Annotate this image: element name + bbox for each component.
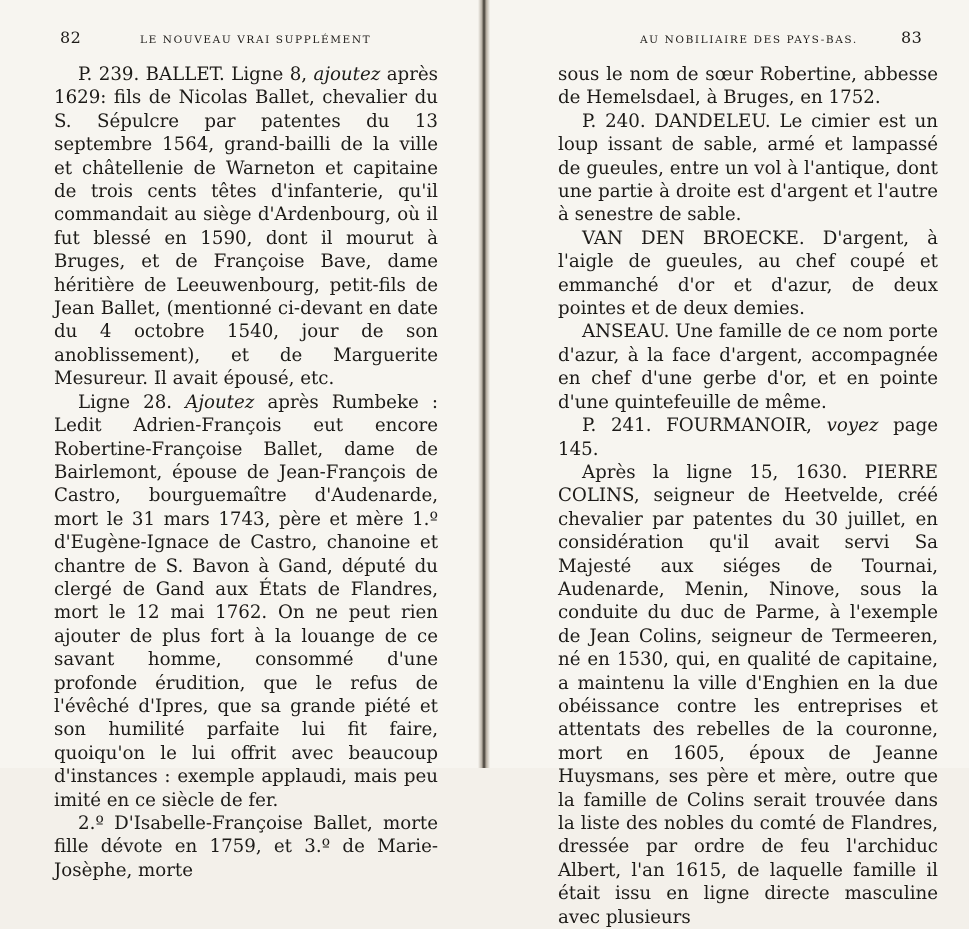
italic-term: Ajoutez bbox=[185, 391, 255, 413]
paragraph: Après la ligne 15, 1630. PIERRE COLINS, seigneur de Heetvelde, créé chevalier par patentes du 30 juillet, en considération qu'il avait servi Sa Majesté aux siéges de Tournai, Audenarde, Menin, Ninove, sous la conduite du duc de Parme, à l'exemple de Jean Colins, seigneur de Termeeren, né en 1530, qui, en qualité de capitaine, a maintenu la ville d'Enghien en la due obéissance contre les entreprises et attentats des rebelles de la couronne, mort en 1605, époux de Jeanne Huysmans, ses père et mère, outre que la famille de Colins serait trouvée dans la liste des nobles du comté de Flandres, dressée par ordre de feu l'archiduc Albert, l'an 1615, de laquelle famille il était issu en ligne directe masculine avec plusieurs bbox=[558, 461, 938, 928]
paragraph: sous le nom de sœur Robertine, abbesse de Hemelsdael, à Bruges, en 1752. bbox=[558, 64, 938, 109]
running-head: LE NOUVEAU VRAI SUPPLÉMENT bbox=[140, 34, 372, 46]
paragraph: Ligne 28. Ajoutez après Rumbeke : Ledit Adrien-François eut encore Robertine-Françoise Ballet, dame de Bairlemont, épouse de Jean-François de Castro, bourguemaître d'Audenarde, mort le 31 mars 1743, père et mère 1.º d'Eugène-Ignace de Castro, chanoine et chantre de S. Bavon à Gand, député du clergé de Gand aux États de Flandres, mort le 12 mai 1762. On ne peut rien ajouter de plus fort à la louange de ce savant homme, consommé d'une profonde érudition, que le refus de l'évêché d'Ipres, que sa grande piété et son humilité parfaite lui fit faire, quoiqu'on le lui offrit avec beaucoup d'instances : exemple applaudi, mais peu imité en ce siècle de fer. bbox=[54, 391, 438, 811]
paragraph: 2.º D'Isabelle-Françoise Ballet, morte fille dévote en 1759, et 3.º de Marie-Josèphe, morte bbox=[54, 813, 438, 881]
paragraph: P. 240. DANDELEU. Le cimier est un loup issant de sable, armé et lampassé de gueules, entre un vol à l'antique, dont une partie à droite est d'argent et l'autre à senestre de sable. bbox=[558, 110, 938, 226]
running-head: AU NOBILIAIRE DES PAYS-BAS. bbox=[640, 34, 858, 46]
page-text bbox=[54, 63, 438, 882]
italic-term: ajoutez bbox=[313, 64, 381, 85]
page-text bbox=[558, 63, 938, 929]
page-number: 82 bbox=[60, 28, 82, 47]
left-page bbox=[0, 0, 478, 881]
paragraph: P. 239. BALLET. Ligne 8, ajoutez après 1629: fils de Nicolas Ballet, chevalier du S. Sépulcre par patentes du 13 septembre 1564, grand-bailli de la ville et châtellenie de Warneton et capitaine de trois cents têtes d'infanterie, qu'il commandait au siège d'Ardenbourg, où il fut blessé en 1590, dont il mourut à Bruges, et de Françoise Bave, dame héritière de Leeuwenbourg, petit-fils de Jean Ballet, (mentionné ci-devant en date du 4 octobre 1540, jour de son anoblissement), et de Marguerite Mesureur. Il avait épousé, etc. bbox=[54, 64, 438, 390]
paragraph: ANSEAU. Une famille de ce nom porte d'azur, à la face d'argent, accompagnée en chef d'une gerbe d'or, et en pointe d'une quintefeuille de même. bbox=[558, 321, 938, 413]
page-number: 83 bbox=[901, 28, 923, 47]
paragraph: P. 241. FOURMANOIR, voyez page 145. bbox=[558, 415, 938, 460]
book-gutter bbox=[478, 0, 490, 768]
italic-term: voyez bbox=[826, 415, 879, 437]
right-page bbox=[490, 0, 969, 928]
paragraph: VAN DEN BROECKE. D'argent, à l'aigle de gueules, au chef coupé et emmanché d'or et d'azur, de deux pointes et de deux demies. bbox=[558, 227, 938, 320]
